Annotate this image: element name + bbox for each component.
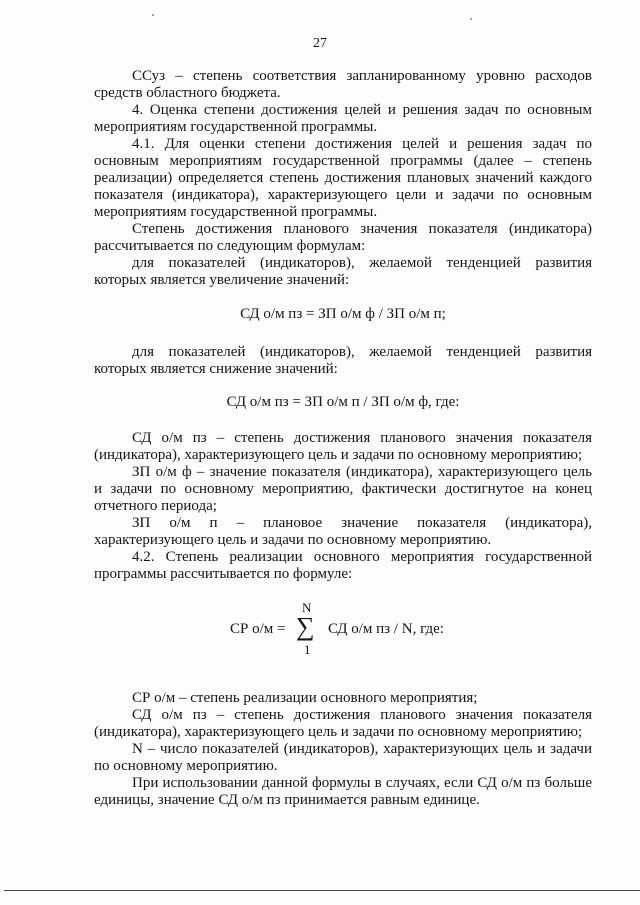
- text-block-2: [94, 344, 592, 378]
- paragraph: СД о/м пз – степень достижения планового значения показателя (индикатора), характеризующего цель и задачи по основному мероприятию;: [94, 707, 592, 740]
- sum-upper-limit: N: [302, 600, 312, 615]
- sum-lower-limit: 1: [304, 642, 311, 657]
- paragraph: для показателей (индикаторов), желаемой тенденцией развития которых является увеличение значений:: [94, 255, 592, 288]
- sigma-symbol: ∑: [296, 612, 315, 641]
- paragraph: Степень достижения планового значения показателя (индикатора) рассчитывается по следующим формулам:: [94, 221, 592, 254]
- page-number: 27: [313, 36, 327, 51]
- paragraph: ЗП о/м п – плановое значение показателя (индикатора), характеризующего цель и задачи по основному мероприятию.: [94, 515, 592, 548]
- formula-left: СР о/м =: [230, 621, 286, 637]
- footer-divider: [4, 890, 640, 891]
- scan-speck: [470, 18, 472, 20]
- formula-decrease: СД о/м пз = ЗП о/м п / ЗП о/м ф, где:: [226, 394, 460, 410]
- paragraph: ССуз – степень соответствия запланированному уровню расходов средств областного бюджета.: [94, 68, 592, 101]
- paragraph: N – число показателей (индикаторов), характеризующих цель и задачи по основному мероприятию.: [94, 741, 592, 774]
- paragraph: При использовании данной формулы в случаях, если СД о/м пз больше единицы, значение СД о/м пз принимается равным единице.: [94, 775, 592, 808]
- paragraph: ЗП о/м ф – значение показателя (индикатора), характеризующего цель и задачи по основному мероприятию, фактически достигнутое на конец отчетного периода;: [94, 464, 592, 514]
- formula-increase: СД о/м пз = ЗП о/м ф / ЗП о/м п;: [240, 306, 446, 322]
- scan-speck: [152, 14, 154, 16]
- paragraph: СД о/м пз – степень достижения планового значения показателя (индикатора), характеризующего цель и задачи по основному мероприятию;: [94, 430, 592, 463]
- paragraph: СР о/м – степень реализации основного мероприятия;: [132, 690, 478, 706]
- text-block-4: [94, 690, 592, 809]
- formula-sum: [230, 600, 490, 660]
- paragraph: 4.1. Для оценки степени достижения целей и решения задач по основным мероприятиям государственной программы (далее – степень реализации) определяется степень достижения плановых значений каждого показателя (индикатора), характеризующего цели и задачи по основным мероприятиям государственной программы.: [94, 136, 592, 220]
- paragraph: 4. Оценка степени достижения целей и решения задач по основным мероприятиям государственной программы.: [94, 102, 592, 135]
- text-block-1: [94, 68, 592, 289]
- paragraph: для показателей (индикаторов), желаемой тенденцией развития которых является снижение значений:: [94, 344, 592, 377]
- paragraph: 4.2. Степень реализации основного мероприятия государственной программы рассчитывается по формуле:: [94, 549, 592, 582]
- formula-right: СД о/м пз / N, где:: [328, 621, 444, 637]
- text-block-3: [94, 430, 592, 583]
